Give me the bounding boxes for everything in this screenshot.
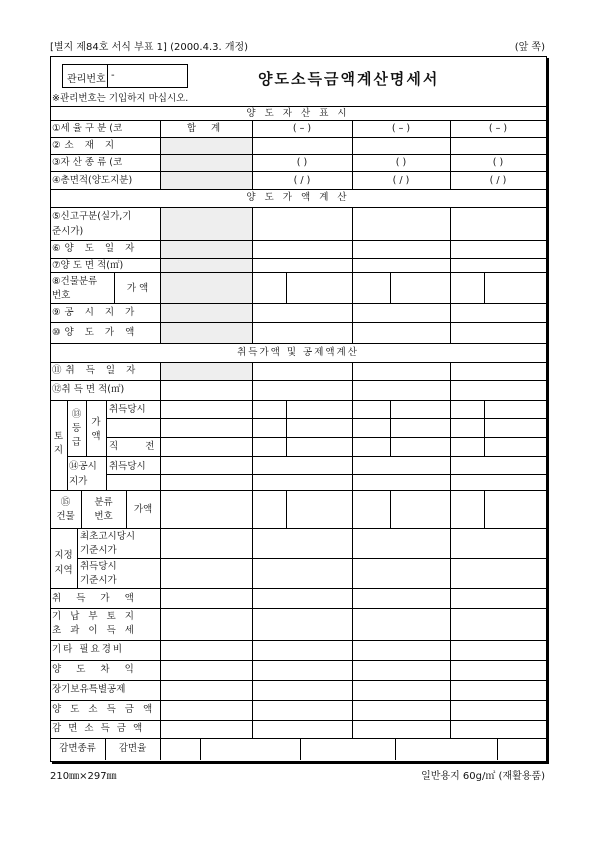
grade-label-2: 등: [71, 423, 82, 434]
row-posted-price: ⑨공 시 지 가: [52, 307, 139, 318]
row-asset-type: ③자 산 종 류 (코: [52, 157, 123, 168]
row-building-class-1: ⑧건물분류: [52, 276, 98, 287]
row-location: ②소 재 지: [52, 140, 119, 151]
zone-label-2: 지역: [54, 565, 73, 576]
form-title: 양도소득금액계산명세서: [258, 70, 440, 88]
row-acq-area: ⑫취 득 면 적(㎡): [52, 384, 125, 395]
posted-price-1: ⑭공시: [69, 461, 97, 472]
total-label: 합 계: [186, 123, 227, 134]
row-other-expenses: 기타 필요경비: [52, 644, 125, 655]
code-cell-3[interactable]: ( – ): [488, 123, 508, 134]
management-number-label: 관리번호: [67, 74, 106, 85]
row-acq-date: ⑪취 득 일 자: [52, 365, 140, 376]
asset-type-cell-2[interactable]: ( ): [395, 157, 407, 168]
posted-price-2: 지가: [69, 476, 88, 487]
form-number-header: [별지 제84호 서식 부표 1] (2000.4.3. 개정): [50, 42, 249, 53]
row-transfer-gain: 양 도 차 익: [52, 664, 140, 675]
grade-prior: 직 전: [109, 441, 167, 452]
reduction-type: 감면종류: [59, 743, 96, 754]
bldg-class-2: 번호: [94, 511, 113, 522]
paper-size: 210㎜×297㎜: [50, 771, 117, 782]
management-number-box: [62, 64, 188, 88]
row-transfer-area: ⑦양 도 면 적(㎡): [52, 260, 124, 271]
row-land-tax-2: 초 과 이 득 세: [52, 625, 137, 636]
zone-first-1: 최초고시당시: [80, 531, 136, 542]
code-cell-2[interactable]: ( – ): [391, 123, 411, 134]
row-building-class-2: 번호: [52, 290, 71, 301]
section-transfer-title: 양 도 가 액 계 산: [246, 192, 350, 203]
row-report-type-1: ⑤신고구분(실가,기: [52, 211, 132, 222]
section-asset-title: 양 도 자 산 표 시: [246, 108, 350, 119]
code-cell-1[interactable]: ( – ): [292, 123, 312, 134]
land-label-1: 토: [53, 431, 64, 442]
zone-label-1: 지정: [54, 550, 73, 561]
grade-value-2: 액: [91, 431, 101, 442]
paper-spec: 일반용지 60g/㎡ (재활용품): [421, 771, 545, 782]
row-land-tax-1: 기 납 부 토 지: [52, 611, 137, 622]
grade-at-acq: 취득당시: [109, 404, 146, 415]
row-long-term: 장기보유특별공제: [52, 684, 126, 695]
bldg-class-1: 분류: [94, 497, 113, 508]
grade-value-1: 가: [91, 417, 101, 428]
grade-label-1: ⑬: [71, 409, 82, 420]
zone-acq-2: 기준시가: [80, 575, 117, 586]
bldg-value: 가액: [133, 504, 153, 515]
total-column-shade-3: [161, 362, 252, 380]
area-cell-2[interactable]: ( / ): [392, 175, 410, 186]
row-building-value: 가 액: [126, 283, 149, 294]
section-acquisition-title: 취득가액 및 공제액계산: [237, 347, 359, 358]
reduction-rate: 감면율: [118, 743, 147, 754]
asset-type-cell-3[interactable]: ( ): [492, 157, 504, 168]
row-income: 양 도 소 득 금 액: [52, 704, 156, 715]
area-cell-1[interactable]: ( / ): [293, 175, 311, 186]
grade-label-3: 급: [71, 437, 82, 448]
posted-at-acq: 취득당시: [109, 461, 146, 472]
row-reduced-income: 감 면 소 득 금 액: [52, 723, 145, 734]
management-number-separator: [107, 65, 108, 87]
bldg-label-1: ⑮: [60, 497, 71, 508]
asset-type-cell-1[interactable]: ( ): [296, 157, 308, 168]
zone-acq-1: 취득당시: [80, 561, 117, 572]
page-side-label: (앞 쪽): [514, 42, 545, 53]
land-label-2: 지: [53, 445, 64, 456]
bldg-label-2: 건물: [56, 511, 75, 522]
area-cell-3[interactable]: ( / ): [489, 175, 507, 186]
row-report-type-2: 준시가): [52, 226, 84, 237]
zone-first-2: 기준시가: [80, 545, 117, 556]
row-acq-price: 취 득 가 액: [52, 593, 140, 604]
row-transfer-price: ⑩양 도 가 액: [52, 327, 139, 338]
row-transfer-date: ⑥양 도 일 자: [52, 243, 139, 254]
total-column-shade: [161, 137, 252, 189]
management-number-note: ※관리번호는 기입하지 마십시오.: [52, 93, 189, 104]
row-total-area: ④총면적(양도지분): [52, 175, 133, 186]
management-number-field[interactable]: -: [111, 70, 115, 81]
row-tax-rate: ①세 율 구 분 (코: [52, 123, 123, 134]
